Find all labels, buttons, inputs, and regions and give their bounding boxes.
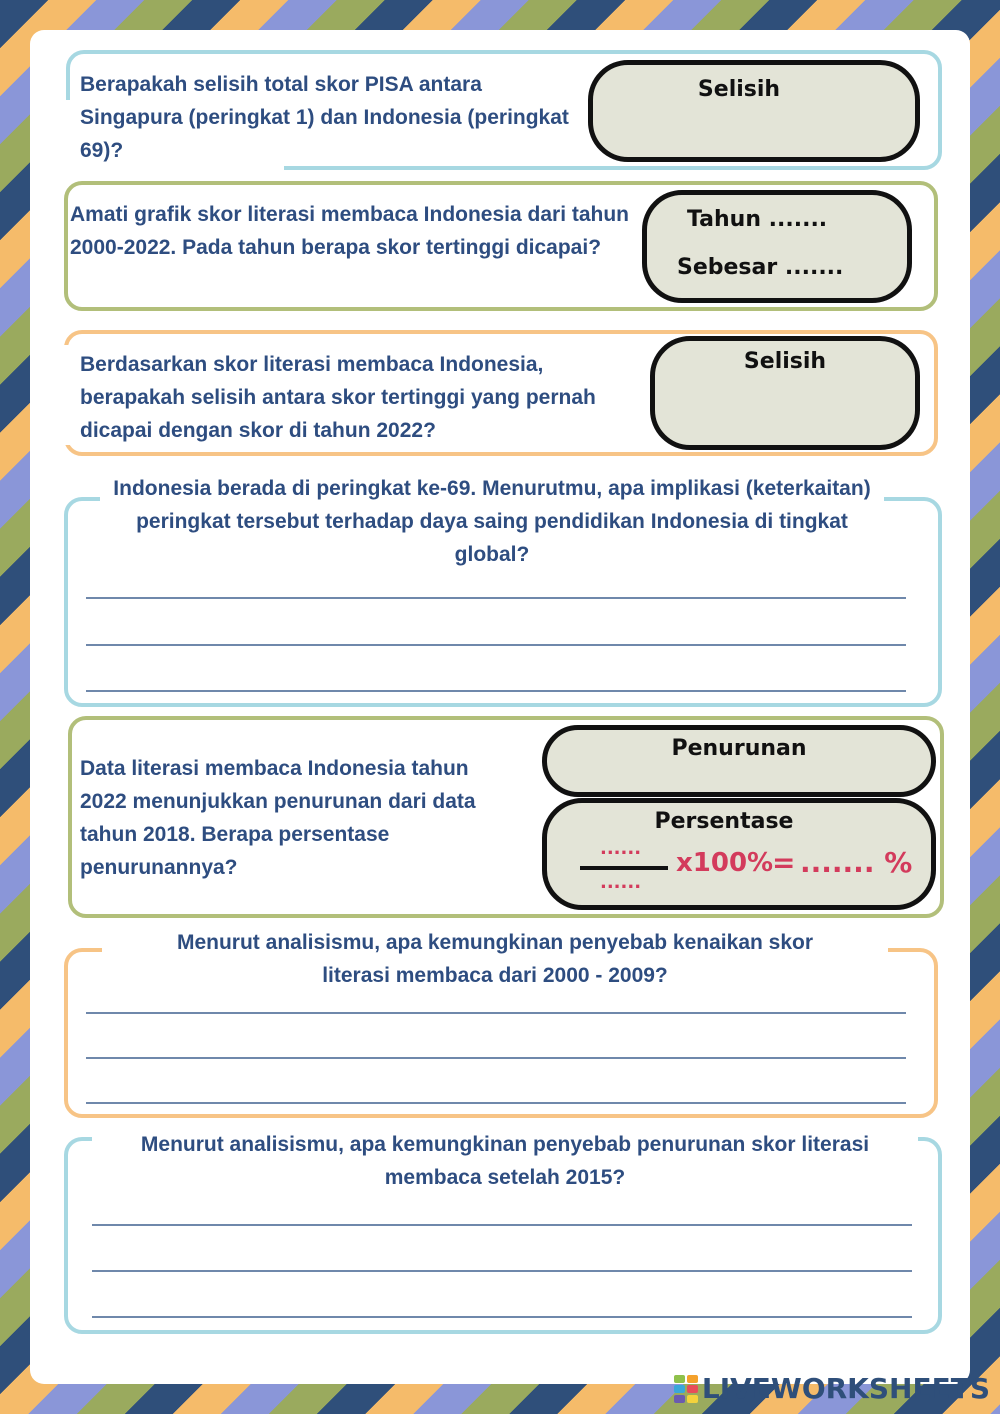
q1-answer-box[interactable] (588, 60, 920, 162)
q7-answer-line[interactable] (92, 1270, 912, 1272)
q5-decline-box[interactable] (542, 725, 936, 797)
liveworksheets-icon (674, 1375, 698, 1403)
q7-question: Menurut analisismu, apa kemungkinan penyebab penurunan skor literasi membaca setelah 2015? (140, 1133, 870, 1189)
q5-numerator[interactable]: ...... (600, 838, 642, 859)
q2-answer-box[interactable] (642, 190, 912, 303)
q2-score-label: Sebesar ....... (677, 255, 844, 280)
q4-answer-line[interactable] (86, 690, 906, 692)
q4-question: Indonesia berada di peringkat ke-69. Menurutmu, apa implikasi (keterkaitan) peringkat tersebut terhadap daya saing pendidikan Indonesia di tingkat global? (113, 477, 871, 566)
q6-answer-line[interactable] (86, 1102, 906, 1104)
q7-answer-line[interactable] (92, 1224, 912, 1226)
q6-answer-line[interactable] (86, 1012, 906, 1014)
q1-box-label: Selisih (697, 77, 781, 102)
q4-answer-line[interactable] (86, 597, 906, 599)
q5-percent-label: Persentase (654, 809, 794, 834)
q6-answer-line[interactable] (86, 1057, 906, 1059)
q5-denominator[interactable]: ...... (600, 872, 642, 893)
q5-decline-label: Penurunan (671, 736, 807, 761)
q2-question: Amati grafik skor literasi membaca Indonesia dari tahun 2000-2022. Pada tahun berapa skor tertinggi dicapai? (70, 203, 630, 259)
q3-answer-box[interactable] (650, 336, 920, 450)
q3-question: Berdasarkan skor literasi membaca Indonesia, berapakah selisih antara skor tertinggi yang pernah dicapai dengan skor di tahun 2022? (80, 353, 596, 442)
q5-formula: x100% (676, 848, 774, 878)
q2-year-label: Tahun ....... (687, 207, 828, 232)
brand-name: LIVEWORKSHEETS (701, 1372, 990, 1405)
q5-question: Data literasi membaca Indonesia tahun 2022 menunjukkan penurunan dari data tahun 2018. Berapa persentase penurunannya? (80, 757, 476, 879)
q1-question: Berapakah selisih total skor PISA antara Singapura (peringkat 1) dan Indonesia (peringkat 69)? (80, 73, 569, 162)
liveworksheets-logo (674, 1372, 990, 1405)
q5-result[interactable]: ....... % (800, 846, 913, 879)
fraction-bar (580, 866, 668, 870)
q3-box-label: Selisih (743, 349, 827, 374)
q7-answer-line[interactable] (92, 1316, 912, 1318)
q4-answer-line[interactable] (86, 644, 906, 646)
q6-question: Menurut analisismu, apa kemungkinan penyebab kenaikan skor literasi membaca dari 2000 - 2009? (176, 931, 814, 987)
q5-equals: = (772, 846, 796, 879)
